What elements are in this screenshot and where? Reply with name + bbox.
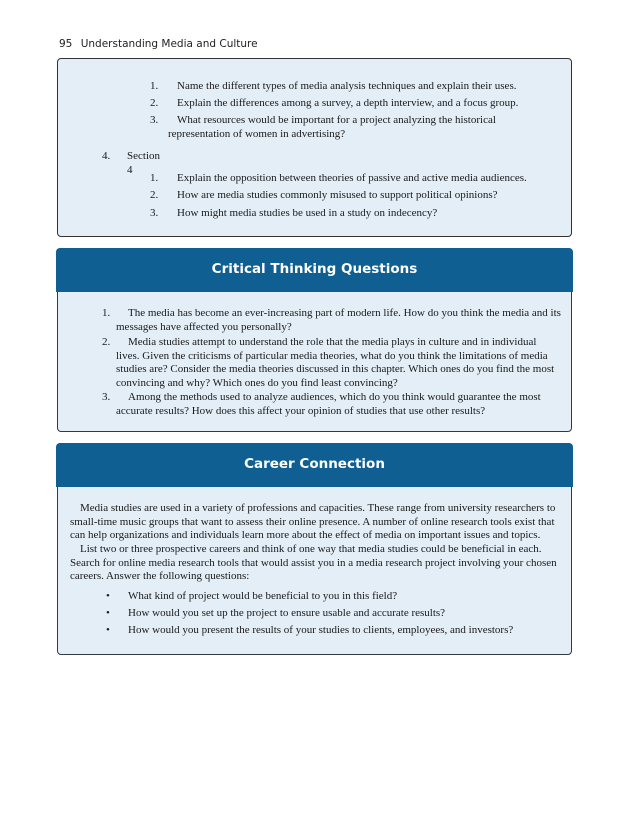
item-number: 3. [102, 391, 111, 403]
critical-thinking-header [56, 248, 573, 292]
section-label: Section 4 [127, 150, 160, 176]
item-text: The media has become an ever-increasing part of modern life. How do you think the media and its messages have affected you personally? [116, 307, 561, 333]
item-text: Name the different types of media analysis techniques and explain their uses. [177, 80, 517, 92]
bullet-text: What kind of project would be beneficial to you in this field? [128, 590, 398, 602]
item-number: 1. [150, 80, 159, 92]
item-text: How might media studies be used in a study on indecency? [177, 207, 438, 219]
section-number: 4. [102, 150, 111, 162]
career-connection-header [56, 443, 573, 487]
review-questions-box [57, 58, 572, 237]
career-connection-title: Career Connection [244, 456, 385, 473]
item-number: 2. [102, 336, 111, 348]
item-number: 3. [150, 207, 159, 219]
paragraph: List two or three prospective careers and think of one way that media studies could be beneficial in each. Search for online media research tools that would assist you in a media research project involving your chosen careers. Answer the following questions: [70, 543, 557, 582]
book-title: Understanding Media and Culture [80, 38, 258, 50]
item-text: Explain the differences among a survey, a depth interview, and a focus group. [177, 97, 519, 109]
item-text: Among the methods used to analyze audiences, which do you think would guarantee the most accurate results? How does this affect your opinion of studies that use other results? [116, 391, 541, 417]
running-head [59, 38, 258, 50]
bullet-text: How would you set up the project to ensure usable and accurate results? [128, 607, 446, 619]
bullet-text: How would you present the results of your studies to clients, employees, and investors? [128, 624, 514, 636]
bullet-icon: • [106, 590, 110, 602]
critical-thinking-title: Critical Thinking Questions [211, 261, 418, 278]
item-number: 1. [102, 307, 111, 319]
item-number: 3. [150, 114, 159, 126]
item-text: How are media studies commonly misused to support political opinions? [177, 189, 498, 201]
page-number: 95 [59, 38, 73, 50]
item-number: 2. [150, 189, 159, 201]
item-text: Media studies attempt to understand the role that the media plays in culture and in individual lives. Given the criticisms of particular media theories, what do you think the limitations of media studies are? Consider the media theories discussed in this chapter. Which ones do you find the most convincing and why? Which ones do you find least convincing? [116, 336, 555, 389]
bullet-icon: • [106, 624, 110, 636]
item-number: 1. [150, 172, 159, 184]
item-text: Explain the opposition between theories of passive and active media audiences. [177, 172, 527, 184]
item-text: What resources would be important for a project analyzing the historical representation of women in advertising? [168, 114, 496, 140]
paragraph: Media studies are used in a variety of professions and capacities. These range from university researchers to small-time music groups that want to assess their online presence. A number of online research tools exist that can help organizations and individuals learn more about the effect of media on important issues and topics. [70, 502, 556, 541]
critical-thinking-box [57, 248, 572, 432]
career-connection-box [57, 443, 572, 655]
item-number: 2. [150, 97, 159, 109]
bullet-icon: • [106, 607, 110, 619]
